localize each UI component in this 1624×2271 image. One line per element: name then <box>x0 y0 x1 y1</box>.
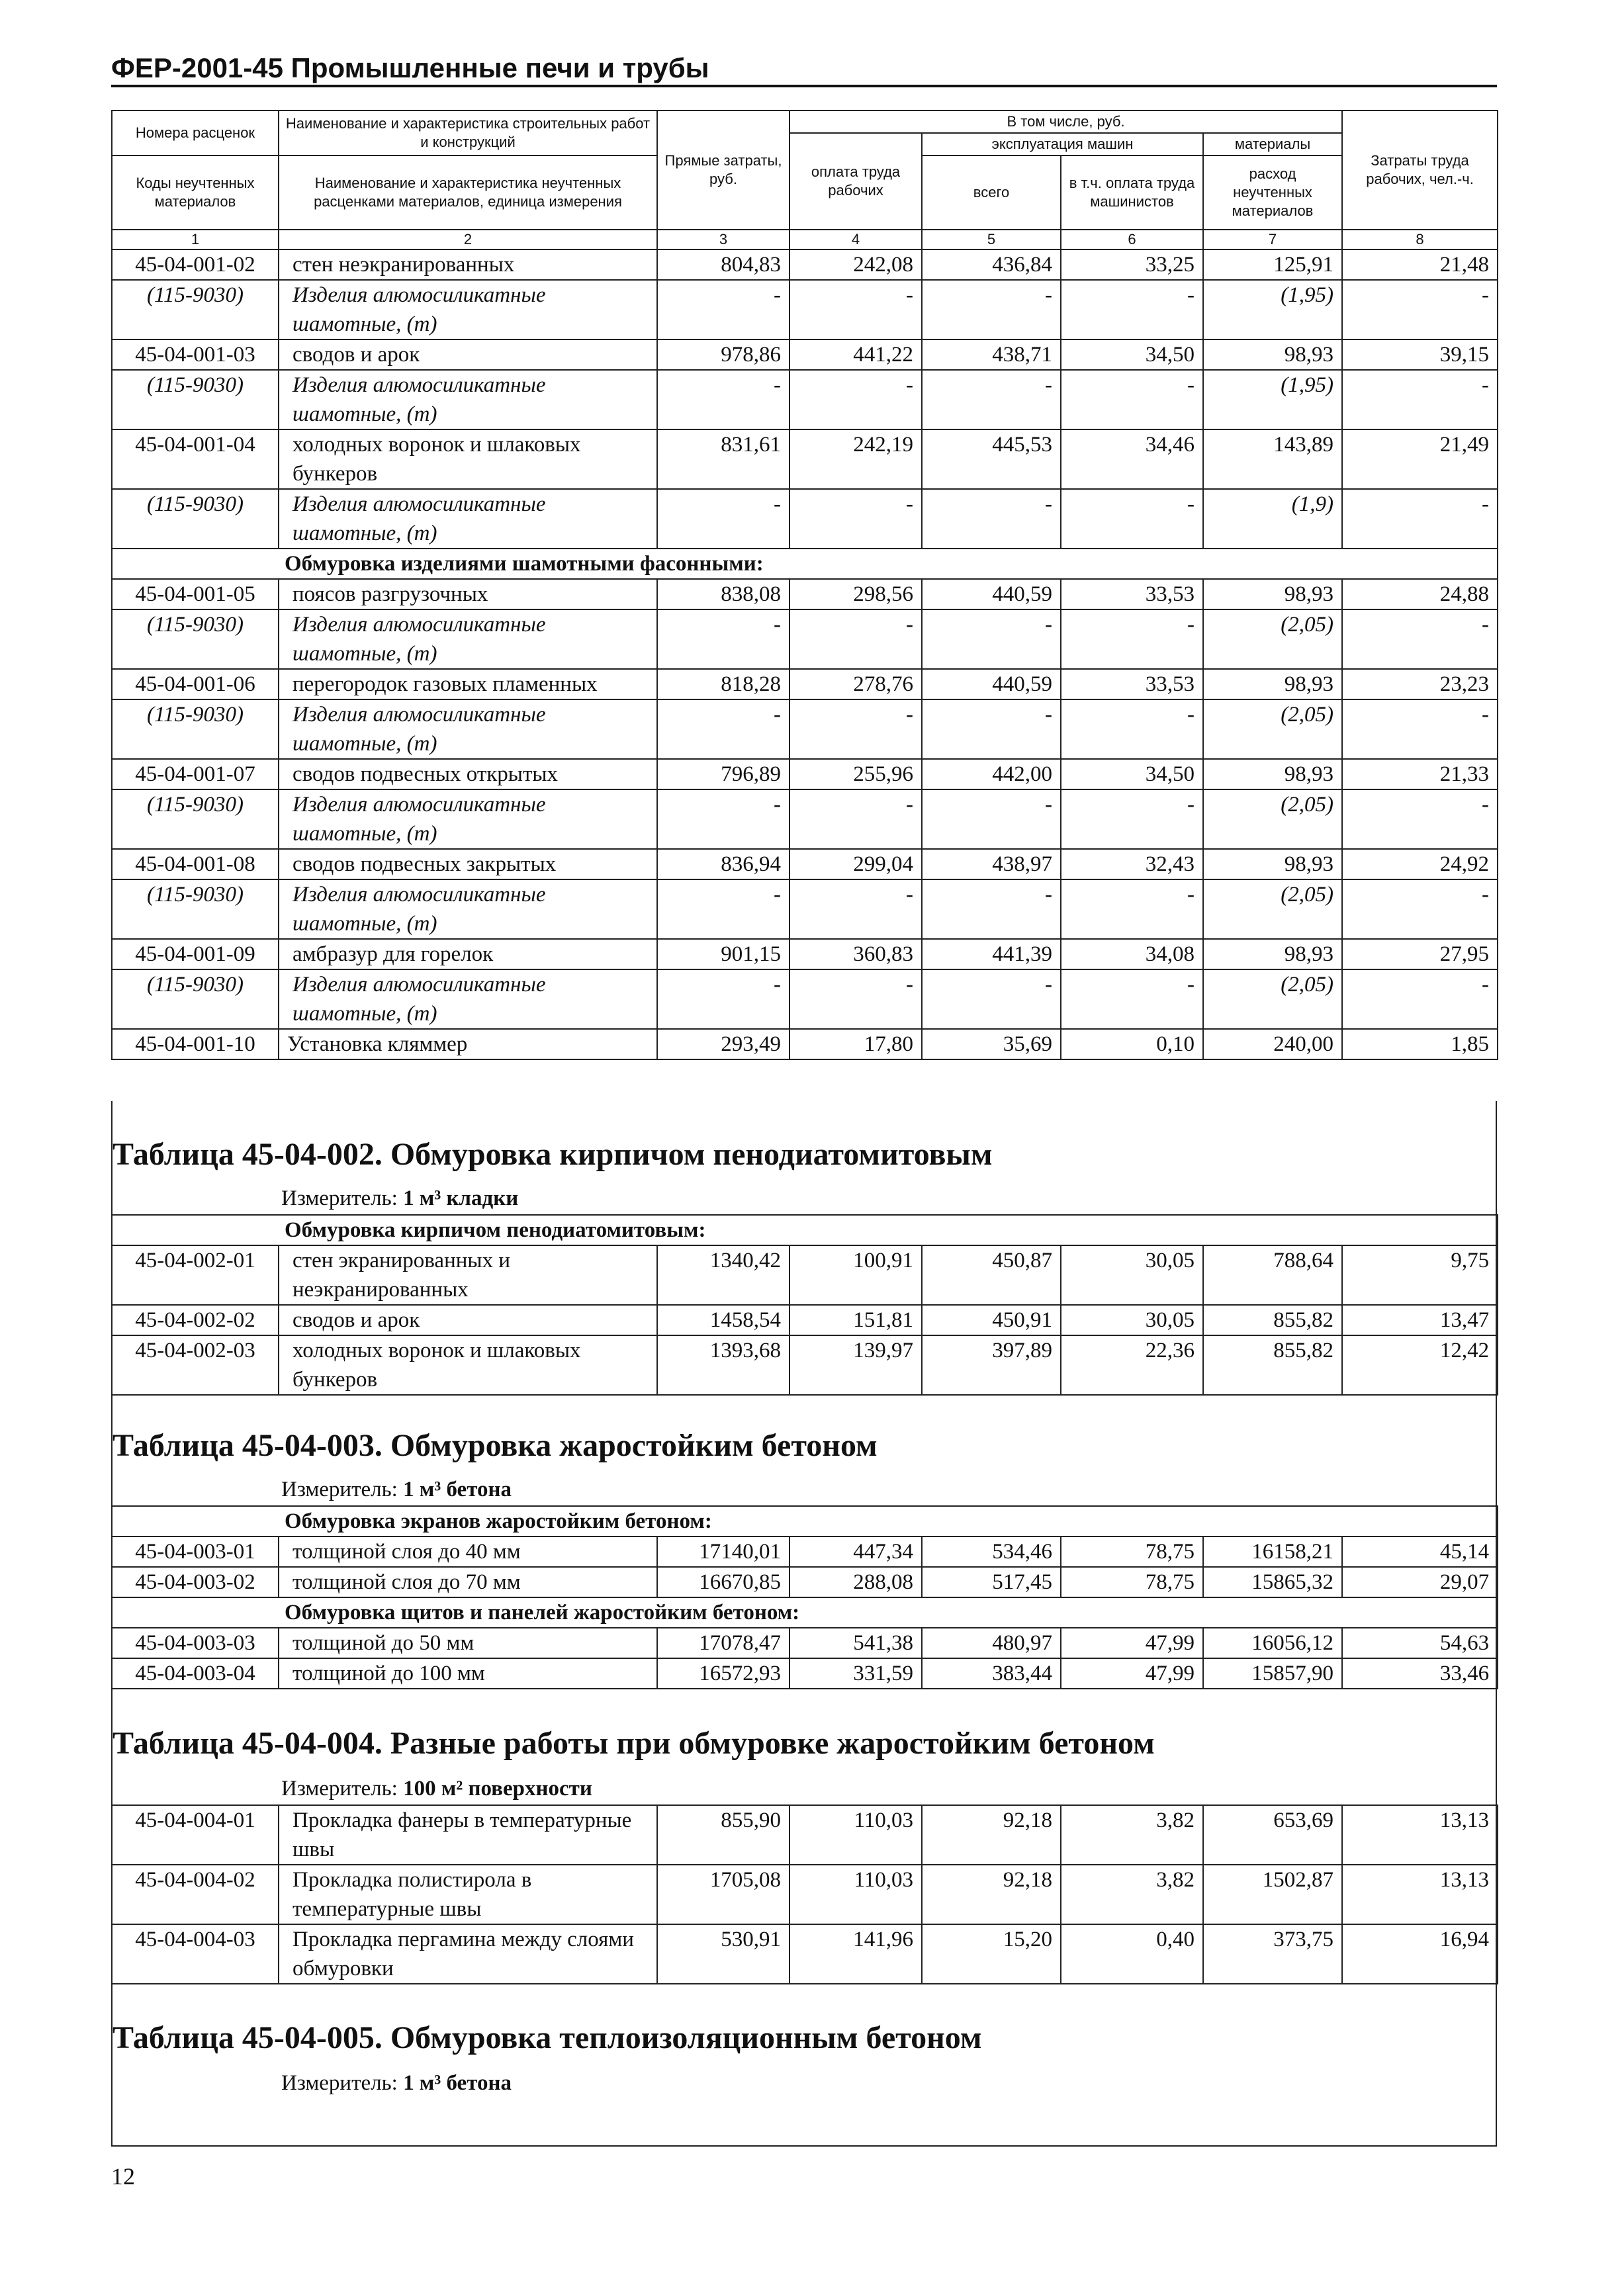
table-row <box>112 1335 1498 1395</box>
table-row <box>112 1567 1498 1597</box>
material-code: (115-9030) <box>112 609 279 669</box>
value-labor: 242,08 <box>789 249 922 280</box>
value-hours: 27,95 <box>1342 939 1498 969</box>
rates-table-001 <box>111 110 1498 1060</box>
value-materials: 16158,21 <box>1203 1536 1342 1567</box>
value-operator: 3,82 <box>1061 1805 1203 1865</box>
measure-label: Измеритель: <box>281 1777 398 1801</box>
material-value-machines: - <box>922 879 1061 939</box>
value-hours: 45,14 <box>1342 1536 1498 1567</box>
rate-code: 45-04-001-10 <box>112 1029 279 1059</box>
value-materials: 240,00 <box>1203 1029 1342 1059</box>
rates-table-004 <box>111 1804 1498 1984</box>
material-value-hours: - <box>1342 609 1498 669</box>
material-value-materials: (2,05) <box>1203 879 1342 939</box>
col-number: 7 <box>1203 230 1342 249</box>
measure-value: 1 м³ бетона <box>403 1478 512 1501</box>
material-value-hours: - <box>1342 969 1498 1029</box>
value-materials: 373,75 <box>1203 1924 1342 1984</box>
rate-code: 45-04-003-03 <box>112 1628 279 1658</box>
work-name: поясов разгрузочных <box>279 579 657 609</box>
value-direct: 16670,85 <box>657 1567 789 1597</box>
table-title-005: Таблица 45-04-005. Обмуровка теплоизоляционным бетоном <box>113 2020 982 2055</box>
material-value-labor: - <box>789 969 922 1029</box>
col-number: 3 <box>657 230 789 249</box>
material-value-labor: - <box>789 370 922 429</box>
material-value-hours: - <box>1342 280 1498 339</box>
material-value-materials: (2,05) <box>1203 969 1342 1029</box>
value-materials: 98,93 <box>1203 579 1342 609</box>
material-value-materials: (1,9) <box>1203 489 1342 549</box>
material-code: (115-9030) <box>112 879 279 939</box>
value-labor: 151,81 <box>789 1305 922 1335</box>
material-row <box>112 609 1498 669</box>
value-machines: 35,69 <box>922 1029 1061 1059</box>
measure-value: 1 м³ бетона <box>403 2071 512 2095</box>
col-number: 8 <box>1342 230 1498 249</box>
section-heading: Обмуровка кирпичом пенодиатомитовым: <box>112 1215 1498 1245</box>
material-name: Изделия алюмосиликатные шамотные, (т) <box>279 879 657 939</box>
col-number: 1 <box>112 230 279 249</box>
value-operator: 78,75 <box>1061 1536 1203 1567</box>
work-name: Прокладка пергамина между слоями обмуровки <box>279 1924 657 1984</box>
material-value-labor: - <box>789 280 922 339</box>
value-operator: 22,36 <box>1061 1335 1203 1395</box>
value-hours: 1,85 <box>1342 1029 1498 1059</box>
material-value-direct: - <box>657 879 789 939</box>
value-materials: 1502,87 <box>1203 1865 1342 1924</box>
value-materials: 143,89 <box>1203 429 1342 489</box>
work-name: сводов и арок <box>279 1305 657 1335</box>
value-hours: 24,92 <box>1342 849 1498 879</box>
measure-unit-005 <box>281 2069 512 2098</box>
value-operator: 34,46 <box>1061 429 1203 489</box>
value-machines: 438,97 <box>922 849 1061 879</box>
table-row <box>112 849 1498 879</box>
value-labor: 331,59 <box>789 1658 922 1689</box>
value-operator: 0,10 <box>1061 1029 1203 1059</box>
value-machines: 480,97 <box>922 1628 1061 1658</box>
table-row <box>112 579 1498 609</box>
material-value-hours: - <box>1342 789 1498 849</box>
value-direct: 1458,54 <box>657 1305 789 1335</box>
value-labor: 110,03 <box>789 1865 922 1924</box>
value-labor: 298,56 <box>789 579 922 609</box>
value-hours: 13,47 <box>1342 1305 1498 1335</box>
value-materials: 855,82 <box>1203 1335 1342 1395</box>
rate-code: 45-04-001-06 <box>112 669 279 699</box>
material-value-operator: - <box>1061 969 1203 1029</box>
material-row <box>112 370 1498 429</box>
col-header-work-name: Наименование и характеристика строительных работ и конструкций <box>279 111 657 156</box>
material-row <box>112 489 1498 549</box>
col-header-machines: эксплуатация машин <box>922 133 1203 156</box>
rate-code: 45-04-001-07 <box>112 759 279 789</box>
value-direct: 838,08 <box>657 579 789 609</box>
col-header-direct-costs: Прямые затраты, руб. <box>657 111 789 230</box>
col-header-operator-pay: в т.ч. оплата труда машинистов <box>1061 156 1203 230</box>
value-labor: 441,22 <box>789 339 922 370</box>
work-name: Прокладка полистирола в температурные швы <box>279 1865 657 1924</box>
table-row <box>112 1245 1498 1305</box>
material-value-machines: - <box>922 370 1061 429</box>
material-code: (115-9030) <box>112 489 279 549</box>
material-value-direct: - <box>657 370 789 429</box>
measure-value: 1 м³ кладки <box>403 1186 519 1210</box>
rate-code: 45-04-001-05 <box>112 579 279 609</box>
value-hours: 39,15 <box>1342 339 1498 370</box>
col-header-machines-total: всего <box>922 156 1061 230</box>
work-name: Установка кляммер <box>279 1029 657 1059</box>
material-name: Изделия алюмосиликатные шамотные, (т) <box>279 280 657 339</box>
value-direct: 17140,01 <box>657 1536 789 1567</box>
value-hours: 13,13 <box>1342 1805 1498 1865</box>
table-row <box>112 1628 1498 1658</box>
value-operator: 34,50 <box>1061 339 1203 370</box>
value-direct: 818,28 <box>657 669 789 699</box>
value-labor: 17,80 <box>789 1029 922 1059</box>
rate-code: 45-04-001-04 <box>112 429 279 489</box>
value-labor: 139,97 <box>789 1335 922 1395</box>
material-value-operator: - <box>1061 609 1203 669</box>
material-value-machines: - <box>922 489 1061 549</box>
material-code: (115-9030) <box>112 370 279 429</box>
work-name: толщиной до 50 мм <box>279 1628 657 1658</box>
value-machines: 445,53 <box>922 429 1061 489</box>
measure-label: Измеритель: <box>281 1186 398 1210</box>
material-value-operator: - <box>1061 489 1203 549</box>
measure-label: Измеритель: <box>281 2071 398 2095</box>
col-number: 2 <box>279 230 657 249</box>
material-name: Изделия алюмосиликатные шамотные, (т) <box>279 489 657 549</box>
material-value-materials: (2,05) <box>1203 609 1342 669</box>
work-name: перегородок газовых пламенных <box>279 669 657 699</box>
rate-code: 45-04-001-08 <box>112 849 279 879</box>
value-operator: 33,25 <box>1061 249 1203 280</box>
rate-code: 45-04-004-02 <box>112 1865 279 1924</box>
value-labor: 360,83 <box>789 939 922 969</box>
rate-code: 45-04-002-03 <box>112 1335 279 1395</box>
material-code: (115-9030) <box>112 699 279 759</box>
measure-unit-002 <box>281 1184 518 1213</box>
section-heading: Обмуровка изделиями шамотными фасонными: <box>112 549 1498 579</box>
value-direct: 978,86 <box>657 339 789 370</box>
value-materials: 788,64 <box>1203 1245 1342 1305</box>
value-operator: 33,53 <box>1061 669 1203 699</box>
material-value-materials: (2,05) <box>1203 789 1342 849</box>
material-value-machines: - <box>922 699 1061 759</box>
material-value-operator: - <box>1061 789 1203 849</box>
material-value-operator: - <box>1061 280 1203 339</box>
rate-code: 45-04-003-02 <box>112 1567 279 1597</box>
work-name: холодных воронок и шлаковых бункеров <box>279 1335 657 1395</box>
table-title-002: Таблица 45-04-002. Обмуровка кирпичом пенодиатомитовым <box>113 1137 993 1172</box>
value-hours: 21,49 <box>1342 429 1498 489</box>
col-number: 6 <box>1061 230 1203 249</box>
table-title-004: Таблица 45-04-004. Разные работы при обмуровке жаростойким бетоном <box>113 1726 1155 1761</box>
material-name: Изделия алюмосиликатные шамотные, (т) <box>279 609 657 669</box>
value-operator: 33,53 <box>1061 579 1203 609</box>
work-name: сводов подвесных открытых <box>279 759 657 789</box>
document-header: ФЕР-2001-45 Промышленные печи и трубы <box>111 52 1497 87</box>
material-value-operator: - <box>1061 699 1203 759</box>
material-value-materials: (2,05) <box>1203 699 1342 759</box>
rate-code: 45-04-004-01 <box>112 1805 279 1865</box>
col-header-material-usage: расход неучтенных материалов <box>1203 156 1342 230</box>
value-operator: 0,40 <box>1061 1924 1203 1984</box>
work-name: холодных воронок и шлаковых бункеров <box>279 429 657 489</box>
value-machines: 441,39 <box>922 939 1061 969</box>
value-machines: 517,45 <box>922 1567 1061 1597</box>
value-operator: 30,05 <box>1061 1245 1203 1305</box>
section-heading: Обмуровка щитов и панелей жаростойким бетоном: <box>112 1597 1498 1628</box>
material-value-materials: (1,95) <box>1203 370 1342 429</box>
measure-value: 100 м² поверхности <box>403 1777 592 1801</box>
rate-code: 45-04-002-01 <box>112 1245 279 1305</box>
work-name: стен экранированных и неэкранированных <box>279 1245 657 1305</box>
material-name: Изделия алюмосиликатные шамотные, (т) <box>279 969 657 1029</box>
value-direct: 1393,68 <box>657 1335 789 1395</box>
value-machines: 440,59 <box>922 579 1061 609</box>
value-direct: 1705,08 <box>657 1865 789 1924</box>
value-hours: 54,63 <box>1342 1628 1498 1658</box>
value-hours: 9,75 <box>1342 1245 1498 1305</box>
value-materials: 98,93 <box>1203 759 1342 789</box>
rate-code: 45-04-001-03 <box>112 339 279 370</box>
value-direct: 16572,93 <box>657 1658 789 1689</box>
work-name: толщиной слоя до 40 мм <box>279 1536 657 1567</box>
material-name: Изделия алюмосиликатные шамотные, (т) <box>279 789 657 849</box>
table-row <box>112 939 1498 969</box>
table-row <box>112 669 1498 699</box>
table-row <box>112 249 1498 280</box>
table-row <box>112 1536 1498 1567</box>
material-value-hours: - <box>1342 489 1498 549</box>
value-hours: 12,42 <box>1342 1335 1498 1395</box>
value-operator: 34,50 <box>1061 759 1203 789</box>
value-direct: 831,61 <box>657 429 789 489</box>
col-header-material-codes: Коды неучтенных материалов <box>112 156 279 230</box>
material-value-hours: - <box>1342 879 1498 939</box>
material-value-direct: - <box>657 609 789 669</box>
work-name: амбразур для горелок <box>279 939 657 969</box>
value-machines: 92,18 <box>922 1805 1061 1865</box>
value-labor: 278,76 <box>789 669 922 699</box>
value-materials: 15857,90 <box>1203 1658 1342 1689</box>
value-hours: 33,46 <box>1342 1658 1498 1689</box>
rate-code: 45-04-002-02 <box>112 1305 279 1335</box>
material-code: (115-9030) <box>112 280 279 339</box>
material-row <box>112 969 1498 1029</box>
value-hours: 13,13 <box>1342 1865 1498 1924</box>
value-machines: 442,00 <box>922 759 1061 789</box>
material-value-labor: - <box>789 879 922 939</box>
value-materials: 125,91 <box>1203 249 1342 280</box>
value-operator: 47,99 <box>1061 1658 1203 1689</box>
material-name: Изделия алюмосиликатные шамотные, (т) <box>279 699 657 759</box>
value-machines: 438,71 <box>922 339 1061 370</box>
value-labor: 299,04 <box>789 849 922 879</box>
table-row <box>112 1924 1498 1984</box>
value-direct: 17078,47 <box>657 1628 789 1658</box>
value-materials: 98,93 <box>1203 849 1342 879</box>
rate-code: 45-04-001-09 <box>112 939 279 969</box>
measure-label: Измеритель: <box>281 1478 398 1501</box>
value-labor: 447,34 <box>789 1536 922 1567</box>
table-row <box>112 1029 1498 1059</box>
col-header-labor-costs: Затраты труда рабочих, чел.-ч. <box>1342 111 1498 230</box>
rates-table-003 <box>111 1505 1498 1689</box>
value-hours: 16,94 <box>1342 1924 1498 1984</box>
material-value-hours: - <box>1342 370 1498 429</box>
work-name: сводов и арок <box>279 339 657 370</box>
value-direct: 530,91 <box>657 1924 789 1984</box>
value-machines: 534,46 <box>922 1536 1061 1567</box>
rate-code: 45-04-003-01 <box>112 1536 279 1567</box>
material-code: (115-9030) <box>112 969 279 1029</box>
col-header-including: В том числе, руб. <box>789 111 1342 133</box>
material-value-materials: (1,95) <box>1203 280 1342 339</box>
material-value-operator: - <box>1061 370 1203 429</box>
material-value-machines: - <box>922 969 1061 1029</box>
value-operator: 78,75 <box>1061 1567 1203 1597</box>
material-value-machines: - <box>922 789 1061 849</box>
value-machines: 397,89 <box>922 1335 1061 1395</box>
col-header-materials: материалы <box>1203 133 1342 156</box>
value-labor: 100,91 <box>789 1245 922 1305</box>
value-direct: 293,49 <box>657 1029 789 1059</box>
col-header-labor-pay: оплата труда рабочих <box>789 133 922 230</box>
material-value-hours: - <box>1342 699 1498 759</box>
work-name: толщиной до 100 мм <box>279 1658 657 1689</box>
measure-unit-004 <box>281 1774 592 1803</box>
value-materials: 653,69 <box>1203 1805 1342 1865</box>
value-labor: 242,19 <box>789 429 922 489</box>
value-direct: 804,83 <box>657 249 789 280</box>
frame-bottom <box>111 2145 1497 2147</box>
table-row <box>112 1658 1498 1689</box>
material-value-machines: - <box>922 280 1061 339</box>
col-number: 5 <box>922 230 1061 249</box>
material-value-labor: - <box>789 789 922 849</box>
material-row <box>112 789 1498 849</box>
value-operator: 47,99 <box>1061 1628 1203 1658</box>
material-value-direct: - <box>657 789 789 849</box>
value-hours: 23,23 <box>1342 669 1498 699</box>
material-row <box>112 879 1498 939</box>
value-hours: 29,07 <box>1342 1567 1498 1597</box>
value-labor: 141,96 <box>789 1924 922 1984</box>
material-value-labor: - <box>789 699 922 759</box>
page-number: 12 <box>111 2163 135 2190</box>
value-operator: 32,43 <box>1061 849 1203 879</box>
value-hours: 21,48 <box>1342 249 1498 280</box>
rate-code: 45-04-003-04 <box>112 1658 279 1689</box>
value-operator: 30,05 <box>1061 1305 1203 1335</box>
work-name: сводов подвесных закрытых <box>279 849 657 879</box>
value-direct: 901,15 <box>657 939 789 969</box>
rate-code: 45-04-001-02 <box>112 249 279 280</box>
material-value-labor: - <box>789 489 922 549</box>
value-machines: 450,87 <box>922 1245 1061 1305</box>
table-row <box>112 429 1498 489</box>
value-hours: 21,33 <box>1342 759 1498 789</box>
value-materials: 15865,32 <box>1203 1567 1342 1597</box>
table-row <box>112 759 1498 789</box>
rates-table-002 <box>111 1214 1498 1396</box>
material-row <box>112 280 1498 339</box>
value-direct: 855,90 <box>657 1805 789 1865</box>
value-labor: 255,96 <box>789 759 922 789</box>
material-row <box>112 699 1498 759</box>
value-direct: 1340,42 <box>657 1245 789 1305</box>
section-heading: Обмуровка экранов жаростойким бетоном: <box>112 1506 1498 1536</box>
material-value-labor: - <box>789 609 922 669</box>
value-labor: 541,38 <box>789 1628 922 1658</box>
material-value-machines: - <box>922 609 1061 669</box>
value-operator: 34,08 <box>1061 939 1203 969</box>
value-direct: 836,94 <box>657 849 789 879</box>
value-machines: 15,20 <box>922 1924 1061 1984</box>
rate-code: 45-04-004-03 <box>112 1924 279 1984</box>
value-machines: 383,44 <box>922 1658 1061 1689</box>
material-value-direct: - <box>657 969 789 1029</box>
material-name: Изделия алюмосиликатные шамотные, (т) <box>279 370 657 429</box>
material-value-direct: - <box>657 280 789 339</box>
value-direct: 796,89 <box>657 759 789 789</box>
work-name: толщиной слоя до 70 мм <box>279 1567 657 1597</box>
value-labor: 288,08 <box>789 1567 922 1597</box>
table-row <box>112 339 1498 370</box>
table-title-003: Таблица 45-04-003. Обмуровка жаростойким бетоном <box>113 1428 878 1463</box>
value-machines: 450,91 <box>922 1305 1061 1335</box>
work-name: Прокладка фанеры в температурные швы <box>279 1805 657 1865</box>
table-row <box>112 1805 1498 1865</box>
value-materials: 98,93 <box>1203 669 1342 699</box>
value-materials: 855,82 <box>1203 1305 1342 1335</box>
value-hours: 24,88 <box>1342 579 1498 609</box>
value-materials: 98,93 <box>1203 939 1342 969</box>
table-row <box>112 1865 1498 1924</box>
value-materials: 16056,12 <box>1203 1628 1342 1658</box>
value-machines: 440,59 <box>922 669 1061 699</box>
material-value-direct: - <box>657 489 789 549</box>
value-machines: 92,18 <box>922 1865 1061 1924</box>
col-header-material-names: Наименование и характеристика неучтенных расценками материалов, единица измерения <box>279 156 657 230</box>
value-machines: 436,84 <box>922 249 1061 280</box>
work-name: стен неэкранированных <box>279 249 657 280</box>
value-operator: 3,82 <box>1061 1865 1203 1924</box>
col-number: 4 <box>789 230 922 249</box>
measure-unit-003 <box>281 1475 512 1504</box>
material-code: (115-9030) <box>112 789 279 849</box>
table-row <box>112 1305 1498 1335</box>
material-value-direct: - <box>657 699 789 759</box>
material-value-operator: - <box>1061 879 1203 939</box>
value-labor: 110,03 <box>789 1805 922 1865</box>
col-header-rate-numbers: Номера расценок <box>112 111 279 156</box>
value-materials: 98,93 <box>1203 339 1342 370</box>
